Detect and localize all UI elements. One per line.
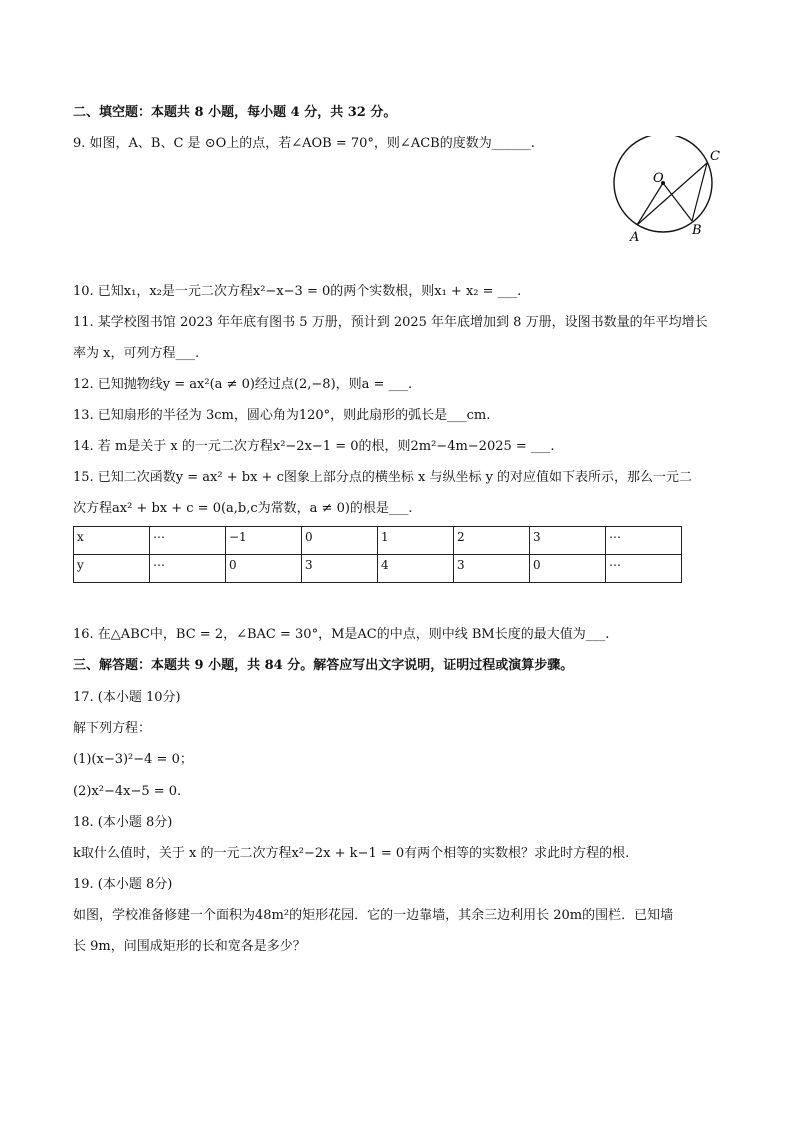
table-cell: 2 bbox=[454, 527, 530, 555]
label-c: C bbox=[710, 149, 720, 164]
table-cell: −1 bbox=[226, 527, 302, 555]
question-12: 12. 已知抛物线y = ax²(a ≠ 0)经过点(2,−8)，则a = ___. bbox=[73, 377, 413, 392]
value-table bbox=[73, 526, 682, 583]
table-cell: y bbox=[74, 555, 150, 583]
question-17-intro: 解下列方程： bbox=[73, 721, 152, 736]
table-cell: 0 bbox=[302, 527, 378, 555]
table-cell: ⋯ bbox=[606, 555, 682, 583]
label-b: B bbox=[692, 223, 702, 238]
circle-figure bbox=[608, 136, 728, 248]
table-cell: ⋯ bbox=[606, 527, 682, 555]
table-cell: 0 bbox=[226, 555, 302, 583]
question-15-line-2: 次方程ax² + bx + c = 0(a,b,c为常数，a ≠ 0)的根是___. bbox=[73, 501, 413, 516]
question-17-part-1: (1)(x−3)²−4 = 0； bbox=[73, 752, 193, 767]
label-o: O bbox=[653, 171, 664, 186]
question-11-line-1: 11. 某学校图书馆 2023 年年底有图书 5 万册，预计到 2025 年年底增加到 8 万册，设图书数量的年平均增长 bbox=[73, 315, 708, 330]
question-19-header: 19. (本小题 8分) bbox=[73, 877, 173, 892]
question-16: 16. 在△ABC中，BC = 2，∠BAC = 30°，M是AC的中点，则中线 BM长度的最大值为___. bbox=[73, 627, 610, 642]
table-cell: 4 bbox=[378, 555, 454, 583]
table-cell: ⋯ bbox=[150, 527, 226, 555]
table-cell: 1 bbox=[378, 527, 454, 555]
question-9: 9. 如图，A、B、C 是 ⊙O上的点，若∠AOB = 70°，则∠ACB的度数为______. bbox=[73, 136, 535, 151]
segment-oa bbox=[637, 183, 663, 225]
table-cell: 3 bbox=[302, 555, 378, 583]
question-17-header: 17. (本小题 10分) bbox=[73, 690, 181, 705]
segment-bc bbox=[692, 163, 707, 221]
label-a: A bbox=[630, 230, 640, 245]
table-row-x bbox=[74, 527, 682, 555]
table-cell: ⋯ bbox=[150, 555, 226, 583]
table-cell: 3 bbox=[530, 527, 606, 555]
question-14: 14. 若 m是关于 x 的一元二次方程x²−2x−1 = 0的根，则2m²−4m−2025 = ___. bbox=[73, 439, 555, 454]
table-cell: 3 bbox=[454, 555, 530, 583]
table-cell: 0 bbox=[530, 555, 606, 583]
question-13: 13. 已知扇形的半径为 3cm，圆心角为120°，则此扇形的弧长是___cm. bbox=[73, 408, 491, 423]
question-15-line-1: 15. 已知二次函数y = ax² + bx + c图象上部分点的横坐标 x 与纵坐标 y 的对应值如下表所示，那么一元二 bbox=[73, 470, 693, 485]
section-2-title: 二、填空题：本题共 8 小题，每小题 4 分，共 32 分。 bbox=[73, 105, 397, 120]
question-10: 10. 已知x₁，x₂是一元二次方程x²−x−3 = 0的两个实数根，则x₁ + x₂ = ___. bbox=[73, 284, 522, 299]
question-19-line-1: 如图，学校准备修建一个面积为48m²的矩形花园．它的一边靠墙，其余三边利用长 20m的围栏．已知墙 bbox=[73, 908, 674, 923]
question-19-line-2: 长 9m，问围成矩形的长和宽各是多少？ bbox=[73, 939, 306, 954]
question-18-header: 18. (本小题 8分) bbox=[73, 815, 173, 830]
section-3-title: 三、解答题：本题共 9 小题，共 84 分。解答应写出文字说明，证明过程或演算步骤。 bbox=[73, 658, 574, 673]
segment-ac bbox=[637, 163, 707, 225]
question-18: k取什么值时，关于 x 的一元二次方程x²−2x + k−1 = 0有两个相等的实数根？求此时方程的根. bbox=[73, 846, 630, 861]
question-17-part-2: (2)x²−4x−5 = 0. bbox=[73, 784, 182, 799]
table-row-y bbox=[74, 555, 682, 583]
question-11-line-2: 率为 x，可列方程___. bbox=[73, 346, 200, 361]
table-cell: x bbox=[74, 527, 150, 555]
